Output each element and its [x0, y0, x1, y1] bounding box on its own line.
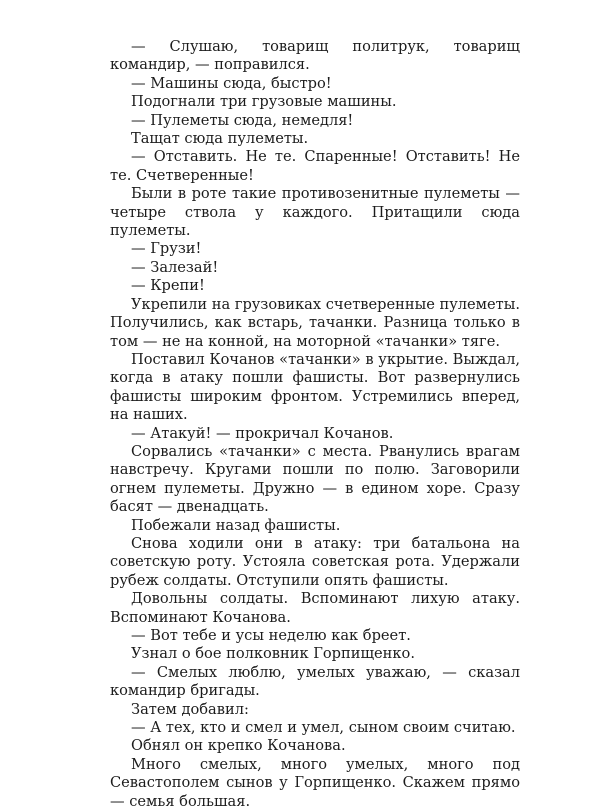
paragraph: Были в роте такие противозенитные пулеметы — четыре ствола у каждого. Притащили сюда пулеметы. [110, 185, 520, 240]
paragraph: Обнял он крепко Кочанова. [131, 737, 346, 755]
paragraph: Узнал о бое полковник Горпищенко. [131, 645, 415, 663]
paragraph: Снова ходили они в атаку: три батальона на советскую роту. Устояла советская рота. Удержали рубеж солдаты. Отступили опять фашисты. [110, 534, 520, 589]
paragraph: — Крепи! [131, 277, 205, 295]
paragraph: Побежали назад фашисты. [131, 516, 341, 534]
book-page-text [110, 38, 520, 811]
paragraph: Укрепили на грузовиках счетверенные пулеметы. Получились, как встарь, тачанки. Разница только в том — не на конной, на моторной «тачанки» тяге. [110, 295, 521, 350]
paragraph: Много смелых, много умелых, много под Севастополем сынов у Горпищенко. Скажем прямо — семья большая. [110, 755, 520, 810]
paragraph: — Атакуй! — прокричал Кочанов. [131, 424, 394, 442]
paragraph: — А тех, кто и смел и умел, сыном своим считаю. [131, 719, 516, 737]
paragraph: Тащат сюда пулеметы. [131, 130, 309, 148]
paragraph: — Отставить. Не те. Спаренные! Отставить! Не те. Счетверенные! [110, 148, 520, 184]
paragraph: Подогнали три грузовые машины. [131, 93, 397, 111]
paragraph: Сорвались «тачанки» с места. Рванулись врагам навстречу. Кругами пошли по полю. Заговорили огнем пулеметы. Дружно — в едином хоре. Сразу басят — двенадцать. [110, 442, 520, 516]
paragraph: Довольны солдаты. Вспоминают лихую атаку. Вспоминают Кочанова. [110, 590, 520, 626]
paragraph: — Залезай! [131, 258, 219, 276]
paragraph: — Вот тебе и усы неделю как бреет. [131, 627, 411, 644]
paragraph: Затем добавил: [131, 700, 249, 718]
paragraph: — Пулеметы сюда, немедля! [131, 111, 354, 129]
paragraph: — Машины сюда, быстро! [131, 74, 332, 92]
paragraph: — Смелых люблю, умелых уважаю, — сказал командир бригады. [110, 663, 520, 700]
paragraph: — Слушаю, товарищ политрук, товарищ командир, — поправился. [110, 38, 520, 74]
paragraph: Поставил Кочанов «тачанки» в укрытие. Выждал, когда в атаку пошли фашисты. Вот развернулись фашисты широким фронтом. Устремились вперед, на наших. [110, 350, 520, 424]
paragraph: — Грузи! [131, 240, 202, 258]
